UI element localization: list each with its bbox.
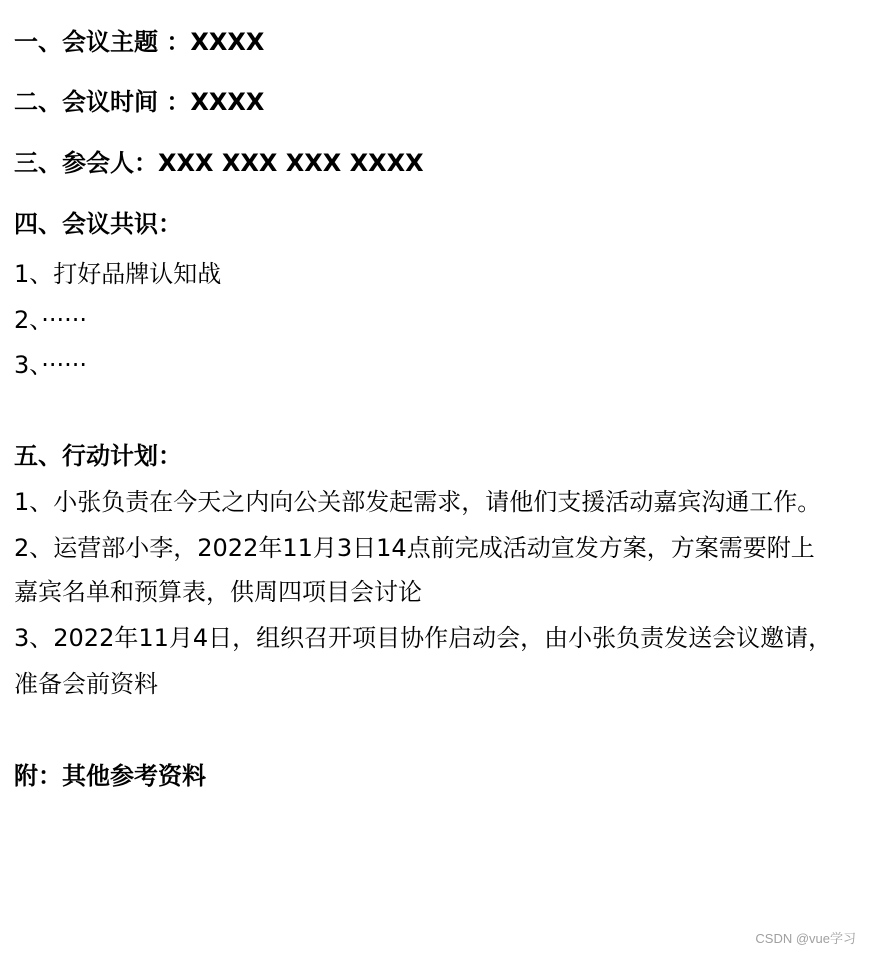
consensus-item: 2、······ — [14, 306, 88, 334]
consensus-heading: 四、会议共识： — [14, 210, 182, 238]
appendix-heading: 附：其他参考资料 — [14, 762, 206, 790]
action-plan-item: 1、小张负责在今天之内向公关部发起需求，请他们支援活动嘉宾沟通工作。 — [14, 488, 822, 516]
consensus-item: 3、······ — [14, 351, 88, 379]
consensus-item: 1、打好品牌认知战 — [14, 260, 222, 288]
meeting-attendees: 三、参会人：XXX XXX XXX XXXX — [14, 149, 424, 177]
action-plan-item-continuation: 嘉宾名单和预算表，供周四项目会讨论 — [14, 578, 422, 606]
meeting-time: 二、会议时间 ：XXXX — [14, 88, 265, 116]
meeting-topic: 一、会议主题 ：XXXX — [14, 28, 265, 56]
action-plan-item: 2、运营部小李，2022年11月3日14点前完成活动宣发方案，方案需要附上 — [14, 534, 815, 562]
csdn-watermark: CSDN @vue学习 — [755, 931, 856, 946]
action-plan-heading: 五、行动计划： — [14, 442, 182, 470]
action-plan-item: 3、2022年11月4日，组织召开项目协作启动会，由小张负责发送会议邀请， — [14, 624, 833, 652]
action-plan-item-continuation: 准备会前资料 — [14, 670, 158, 698]
